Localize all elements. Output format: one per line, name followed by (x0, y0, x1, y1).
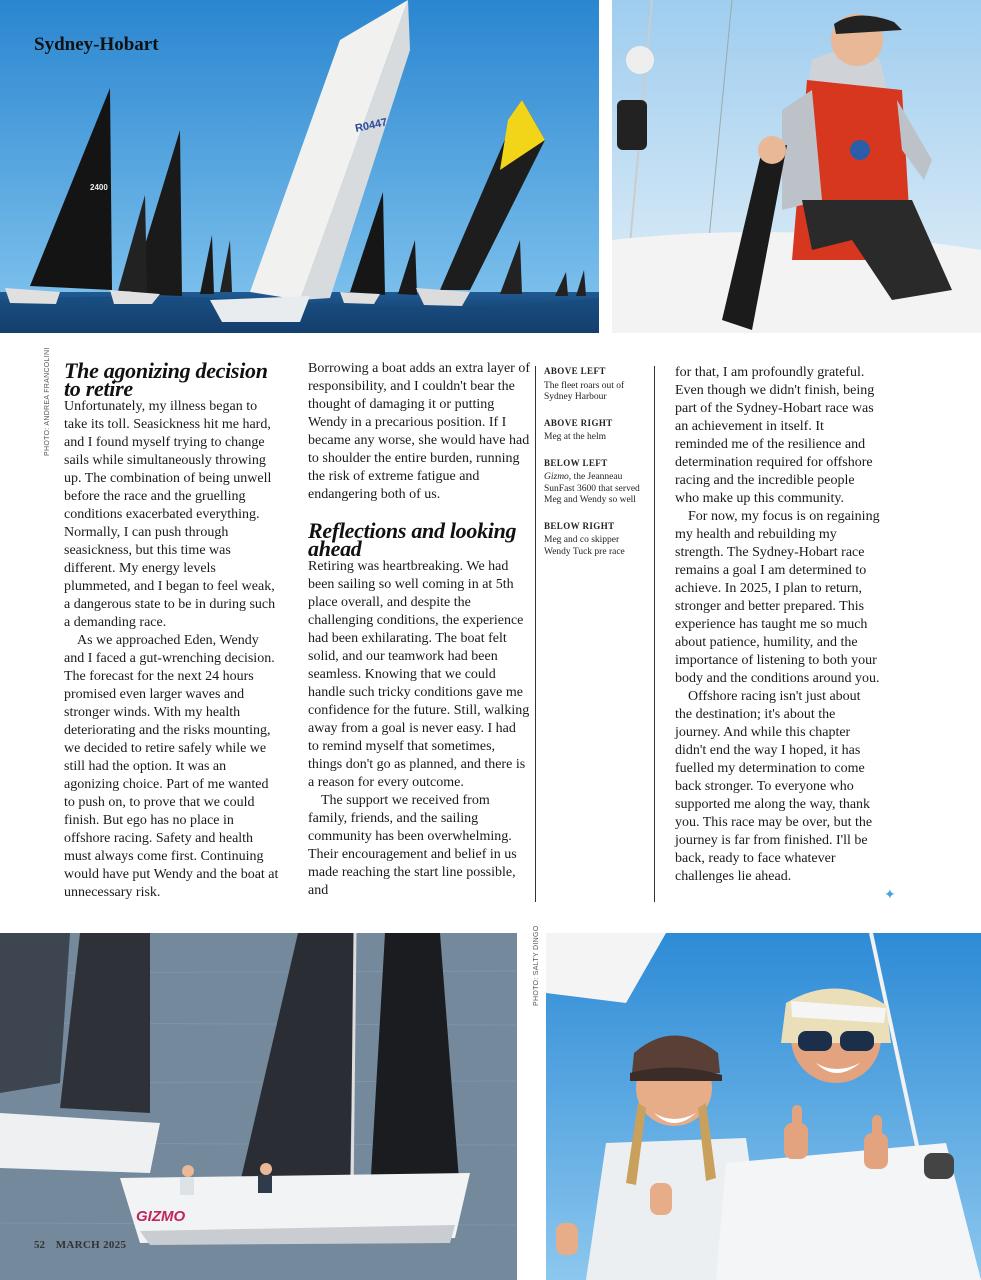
paragraph: For now, my focus is on regaining my health and rebuilding my strength. The Sydney-Hobart race remains a goal I am determined to achieve. In 2025, I plan to return, stronger and better prepared. This experience has taught me so much about patience, humility, and the importance of listening to both your body and the conditions around you. (675, 509, 880, 686)
sail-number-r0447: R0447 (354, 116, 389, 135)
paragraph: Unfortunately, my illness began to take its toll. Seasickness hit me hard, and I found myself trying to change sails while simultaneously throwing up. The combination of being unwell before the race and the gruelling conditions exacerbated everything. Normally, I can push through seasickness, but this time was different. My energy levels plummeted, and I began to feel weak, a dangerous state to be in during such a demanding race. (64, 399, 276, 630)
caption-boat-name: Gizmo, (544, 472, 572, 482)
page-footer (34, 1239, 126, 1251)
crew-illustration (546, 933, 981, 1280)
paragraph: Borrowing a boat adds an extra layer of responsibility, and I couldn't bear the thought of damaging it or putting Wendy in a precarious position. If I became any worse, she would have had to shoulder the entire burden, running the risk of extreme fatigue and endangering both of us. (308, 361, 530, 502)
caption-above-left: ABOVE LEFT The fleet roars out of Sydney Harbour (544, 366, 625, 402)
caption-below-right: BELOW RIGHT Meg and co skipper Wendy Tuck pre race (544, 520, 625, 557)
heading-reflections: Reflections and looking ahead (308, 518, 517, 561)
gizmo-illustration (0, 933, 517, 1280)
helm-illustration (612, 0, 981, 333)
page-number: 52 (34, 1239, 45, 1251)
paragraph: As we approached Eden, Wendy and I faced a gut-wrenching decision. The forecast for the next 24 hours promised even larger waves and stronger winds. With my health deteriorating and the risks mounting, we decided to retire safely while we still had the option. It was an agonizing choice. Part of me wanted to push on, to prove that we could finish. But ego has no place in offshore racing. Safety and health must always come first. Continuing would have put Wendy and the boat at unnecessary risk. (64, 633, 279, 900)
column-divider (535, 366, 536, 902)
photo-credit-bottom: PHOTO: SALTY DINGO (533, 925, 540, 1006)
issue-date: MARCH 2025 (55, 1239, 127, 1251)
photo-gizmo (0, 933, 517, 1280)
paragraph: The support we received from family, friends, and the sailing community has been overwhelming. Their encouragement and belief in us made reaching the start line possible, and (308, 793, 517, 898)
article-column-2 (308, 360, 530, 900)
caption-below-left: BELOW LEFT Gizmo, the Jeanneau SunFast 3600 that served Meg and Wendy so well (544, 457, 640, 505)
article-column-1 (64, 360, 280, 902)
captions-column (544, 366, 644, 572)
sail-number-2400: 2400 (90, 183, 108, 192)
column-divider (654, 366, 655, 902)
boat-name-gizmo: GIZMO (136, 1208, 186, 1225)
paragraph: Retiring was heartbreaking. We had been sailing so well coming in at 5th place overall, and despite the challenging conditions, the experience had been exhilarating. The boat felt solid, and our teamwork had been seamless. Knowing that we could handle such tricky conditions gave me confidence for the future. Still, walking away from a goal is never easy. I had to remind myself that sometimes, things don't go as planned, and there is a reason for every outcome. (308, 559, 530, 790)
photo-meg-at-helm (612, 0, 981, 333)
heading-agonizing-decision: The agonizing decision to retire (64, 358, 268, 401)
photo-meg-and-wendy (546, 933, 981, 1280)
article-column-4 (675, 364, 880, 886)
paragraph: Offshore racing isn't just about the destination; it's about the journey. And while this chapter didn't end the way I hoped, it has fuelled my determination to come back stronger. To everyone who supported me along the way, thank you. This race may be over, but the journey is far from finished. I'll be back, ready to face whatever challenges lie ahead. (675, 689, 873, 884)
photo-credit-top: PHOTO: ANDREA FRANCOLINI (44, 347, 51, 456)
caption-above-right: ABOVE RIGHT Meg at the helm (544, 417, 613, 442)
paragraph: for that, I am profoundly grateful. Even though we didn't finish, being part of the Sydney-Hobart race was an achievement in itself. It reminded me of the resilience and determination required for offshore racing and the incredible people who make up this community. (675, 365, 875, 506)
end-mark-icon: ✦ (884, 887, 896, 903)
section-label: Sydney-Hobart (34, 34, 159, 55)
